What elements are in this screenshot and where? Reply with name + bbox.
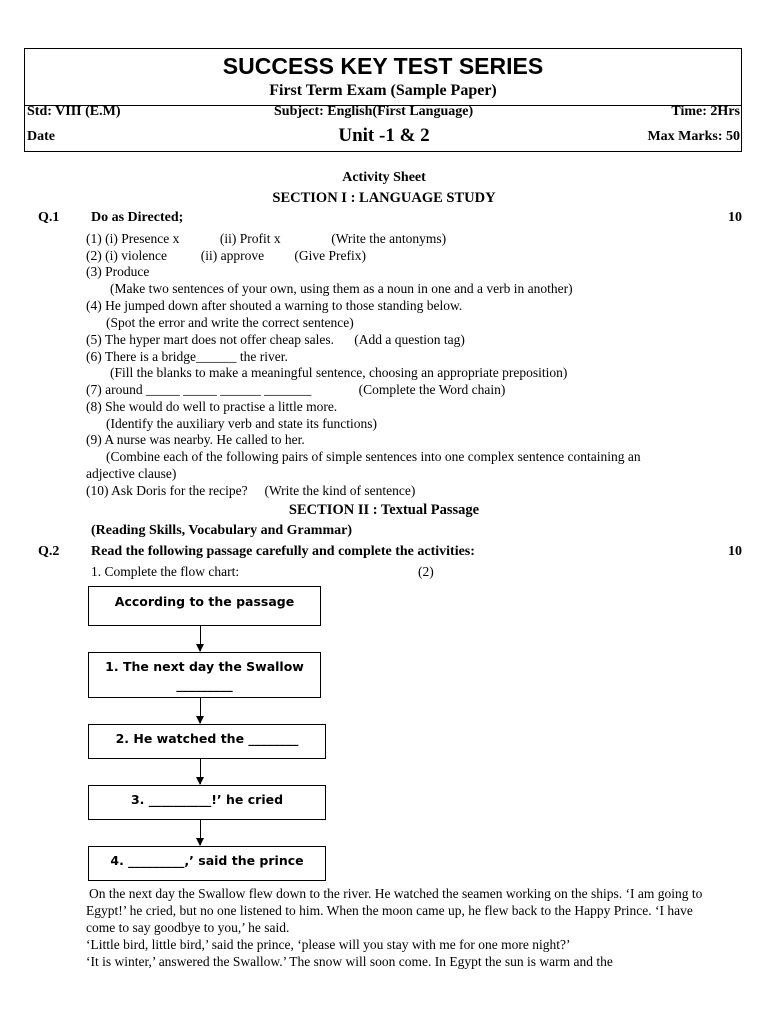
q1-item-7: (7) around _____ _____ ______ _______ (Complete the Word chain) (86, 382, 506, 397)
flowchart-arrow-4 (200, 820, 201, 845)
flowchart-box-1-text: According to the passage (114, 594, 295, 609)
q1-item-4-instruction: (Spot the error and write the correct sentence) (106, 315, 354, 330)
section2-title: SECTION II : Textual Passage (288, 502, 480, 518)
q1-item-10: (10) Ask Doris for the recipe? (Write the kind of sentence) (86, 483, 416, 498)
flowchart-arrow-3 (200, 759, 201, 784)
unit-label: Unit -1 & 2 (338, 125, 430, 146)
passage-paragraph-1: On the next day the Swallow flew down to the river. He watched the seamen working on the ships. ‘I am going to Egypt!’ he cried, but no one listened to him. When the moon came up, he flew back to the Happy Prince. ‘I have come to say goodbye to you,’ he said. (86, 886, 703, 935)
q1-item-6: (6) There is a bridge______ the river. (86, 349, 288, 364)
passage-paragraph-3: ‘It is winter,’ answered the Swallow.’ The snow will soon come. In Egypt the sun is warm and the (86, 954, 613, 969)
q1-item-6-instruction: (Fill the blanks to make a meaningful sentence, choosing an appropriate preposition) (110, 365, 568, 380)
q1-item-8-instruction: (Identify the auxiliary verb and state its functions) (106, 416, 378, 431)
date-label: Date (27, 129, 55, 144)
max-marks-label: Max Marks: 50 (647, 129, 740, 144)
subject-label: Subject: English(First Language) (274, 104, 474, 119)
series-title: SUCCESS KEY TEST SERIES (222, 53, 544, 79)
q1-item-8: (8) She would do well to practise a little more. (86, 399, 338, 414)
flowchart-box-4-text: 3. __________!’ he cried (130, 792, 284, 807)
q2-number: Q.2 (38, 544, 60, 559)
passage-paragraph-2: ‘Little bird, little bird,’ said the prince, ‘please will you stay with me for one more night?’ (86, 937, 571, 952)
time-label: Time: 2Hrs (671, 104, 740, 119)
flowchart-box-3 (88, 724, 326, 759)
q1-item-9-instruction: (Combine each of the following pairs of simple sentences into one complex sentence containing an (106, 449, 641, 464)
q1-item-2: (2) (i) violence (ii) approve (Give Prefix) (86, 248, 367, 263)
q1-item-5: (5) The hyper mart does not offer cheap sales. (Add a question tag) (86, 332, 465, 347)
flowchart-box-5-text: 4. _________,’ said the prince (110, 853, 304, 868)
flowchart-box-5 (88, 846, 326, 881)
activity-sheet-title: Activity Sheet (342, 170, 426, 185)
q1-title: Do as Directed; (91, 210, 184, 225)
flowchart-arrow-1 (200, 626, 201, 651)
q2-activity-1-marks: (2) (418, 564, 434, 579)
q1-item-1: (1) (i) Presence x (ii) Profit x (Write the antonyms) (86, 231, 447, 246)
q1-marks: 10 (728, 210, 742, 225)
q2-title: Read the following passage carefully and complete the activities: (91, 544, 475, 559)
standard-label: Std: VIII (E.M) (27, 104, 121, 119)
q1-item-3: (3) Produce (86, 264, 150, 279)
flowchart-arrow-2 (200, 698, 201, 723)
reading-passage (86, 885, 720, 970)
flowchart-box-4 (88, 785, 326, 820)
q1-item-4: (4) He jumped down after shouted a warning to those standing below. (86, 298, 463, 313)
flowchart-box-1 (88, 586, 321, 626)
q1-number: Q.1 (38, 210, 60, 225)
section2-subtitle: (Reading Skills, Vocabulary and Grammar) (91, 523, 352, 538)
q1-item-9-instruction-cont: adjective clause) (86, 466, 177, 481)
q1-item-3-instruction: (Make two sentences of your own, using them as a noun in one and a verb in another) (110, 281, 573, 296)
q2-marks: 10 (728, 544, 742, 559)
flowchart-box-2-blank: _________ (176, 677, 233, 692)
section1-title: SECTION I : LANGUAGE STUDY (272, 190, 496, 206)
q2-activity-1: 1. Complete the flow chart: (91, 564, 240, 579)
q1-item-9: (9) A nurse was nearby. He called to her. (86, 432, 305, 447)
flowchart-box-2-text: 1. The next day the Swallow (105, 659, 304, 674)
flowchart-box-2 (88, 652, 321, 698)
exam-title: First Term Exam (Sample Paper) (269, 82, 497, 99)
flowchart-box-3-text: 2. He watched the ________ (115, 731, 299, 746)
